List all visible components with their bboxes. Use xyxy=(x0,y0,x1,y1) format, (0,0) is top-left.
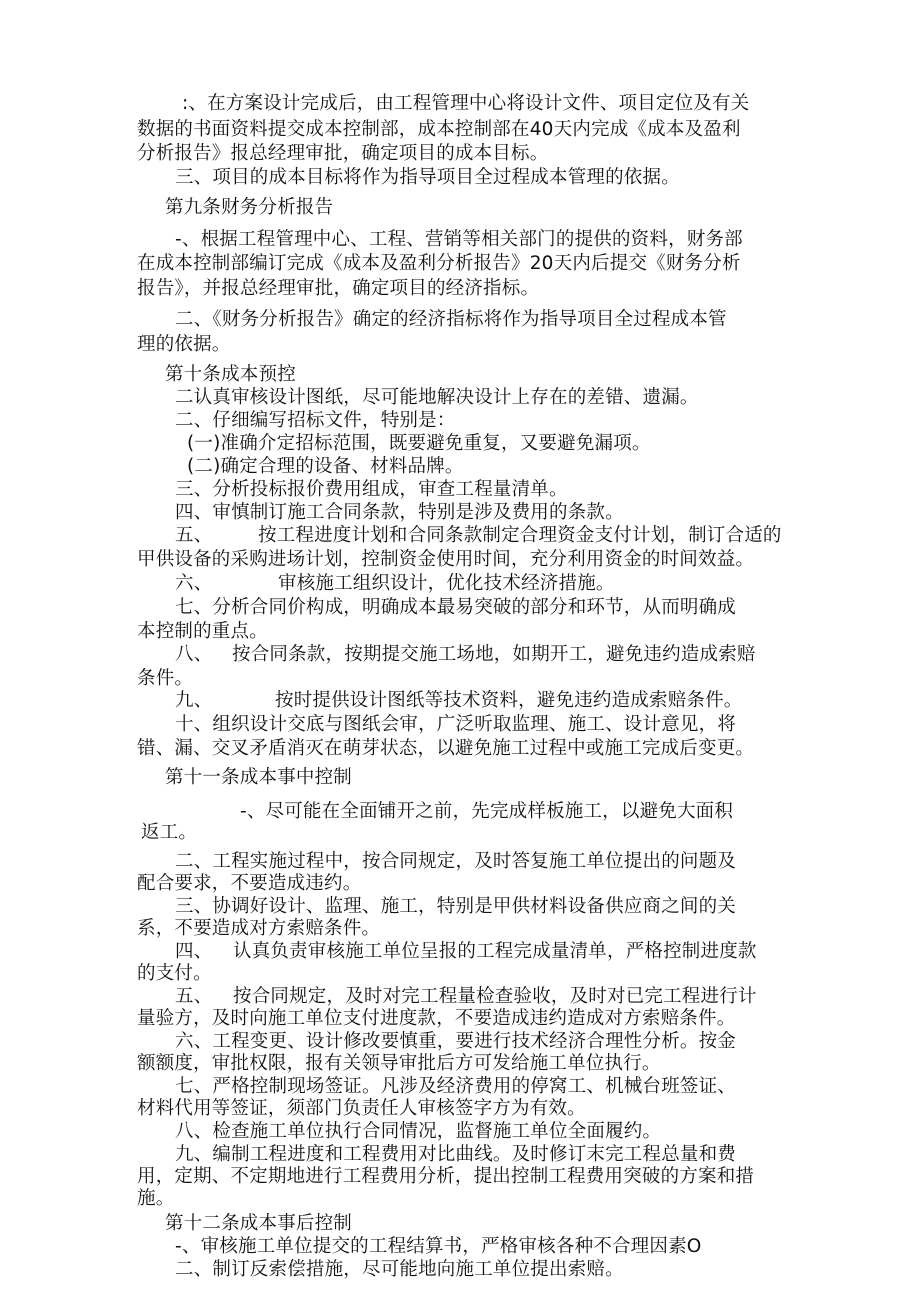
text-line: 四、审慎制订施工合同条款，特别是涉及费用的条款。 xyxy=(175,502,624,523)
text-line: 材料代用等签证，须部门负责任人审核签字方为有效。 xyxy=(137,1098,586,1119)
item-number: 九、 xyxy=(175,690,213,711)
section-heading-article-12: 第十二条成本事后控制 xyxy=(165,1213,353,1234)
item-number: 八、 xyxy=(175,644,213,665)
text-line: 配合要求，不要造成违约。 xyxy=(137,873,362,894)
text-line: 三、分析投标报价费用组成，审查工程量清单。 xyxy=(175,479,568,500)
text-line: 按合同规定，及时对完工程量检查验收，及时对已完工程进行计 xyxy=(233,986,757,1007)
text-line: 九、编制工程进度和工程费用对比曲线。及时修订末完工程总量和费 xyxy=(175,1144,737,1165)
text-line: 甲供设备的采购进场计划，控制资金使用时间，充分利用资金的时间效益。 xyxy=(137,549,755,570)
text-line: 用，定期、不定期地进行工程费用分析，提出控制工程费用突破的方案和措 xyxy=(137,1166,755,1187)
text-line: -、尽可能在全面铺开之前，先完成样板施工，以避免大面积 xyxy=(240,801,734,822)
text-line: 错、漏、交叉矛盾消灭在萌芽状态，以避免施工过程中或施工完成后变更。 xyxy=(137,738,755,759)
item-number: 五、 xyxy=(175,986,213,1007)
text-line: 本控制的重点。 xyxy=(137,621,268,642)
text-line: 施。 xyxy=(137,1188,175,1209)
text-line: 七、分析合同价构成，明确成本最易突破的部分和环节，从而明确成 xyxy=(175,597,737,618)
text-line: 在成本控制部编订完成《成本及盈利分析报告》20天内后提交《财务分析 xyxy=(137,253,741,274)
text-line: 返工。 xyxy=(141,822,198,843)
text-line: (二)确定合理的设备、材料品牌。 xyxy=(187,456,464,477)
item-number: 五、 xyxy=(175,525,213,546)
text-line: (一)准确介定招标范围，既要避免重复，又要避免漏项。 xyxy=(187,433,651,454)
text-line: 十、组织设计交底与图纸会审，广泛听取监理、施工、设计意见，将 xyxy=(175,714,737,735)
text-line: 分析报告》报总经理审批，确定项目的成本目标。 xyxy=(137,143,549,164)
text-line: 二、仔细编写招标文件，特别是： xyxy=(175,410,456,431)
text-line: 按时提供设计图纸等技术资料，避免违约造成索赔条件。 xyxy=(275,690,743,711)
text-line: 认真负责审核施工单位呈报的工程完成量清单，严格控制进度款 xyxy=(233,941,757,962)
text-line: 系，不要造成对方索赔条件。 xyxy=(137,918,381,939)
text-line: 报告》，并报总经理审批，确定项目的经济指标。 xyxy=(137,278,540,299)
text-line: 数据的书面资料提交成本控制部，成本控制部在40天内完成《成本及盈利 xyxy=(137,119,741,140)
text-line: 理的依据。 xyxy=(137,334,231,355)
item-number: 四、 xyxy=(175,941,213,962)
item-number: 六、 xyxy=(175,573,213,594)
text-line: 审核施工组织设计，优化技术经济措施。 xyxy=(278,573,615,594)
text-line: 二认真审核设计图纸，尽可能地解决设计上存在的差错、遗漏。 xyxy=(175,387,699,408)
text-line: -、根据工程管理中心、工程、营销等相关部门的提供的资料，财务部 xyxy=(175,229,743,250)
text-line: 条件。 xyxy=(137,668,194,689)
text-line: -、审核施工单位提交的工程结算书，严格审核各种不合理因素O xyxy=(175,1236,702,1257)
text-line: 按合同条款，按期提交施工场地，如期开工，避免违约造成索赔 xyxy=(232,644,756,665)
text-line: 六、工程变更、设计修改要慎重，要进行技术经济合理性分析。按金 xyxy=(175,1031,737,1052)
text-line: 三、协调好设计、监理、施工，特别是甲供材料设备供应商之间的关 xyxy=(175,896,737,917)
section-heading-article-10: 第十条成本预控 xyxy=(165,364,296,385)
section-heading-article-11: 第十一条成本事中控制 xyxy=(165,767,353,788)
text-line: 二、工程实施过程中，按合同规定，及时答复施工单位提出的问题及 xyxy=(175,851,737,872)
text-line: 的支付。 xyxy=(137,963,212,984)
text-line: 二、《财务分析报告》确定的经济指标将作为指导项目全过程成本管 xyxy=(175,309,727,330)
text-line: 额额度，审批权限，报有关领导审批后方可发给施工单位执行。 xyxy=(137,1053,661,1074)
text-line: 三、项目的成本目标将作为指导项目全过程成本管理的依据。 xyxy=(175,167,680,188)
text-line: 二、制订反索偿措施，尽可能地向施工单位提出索赔。 xyxy=(175,1259,624,1280)
section-heading-article-9: 第九条财务分析报告 xyxy=(165,197,334,218)
text-line: 量验方，及时向施工单位支付进度款，不要造成违约造成对方索赔条件。 xyxy=(137,1008,736,1029)
text-line: 八、检查施工单位执行合同情况，监督施工单位全面履约。 xyxy=(175,1121,662,1142)
text-line: 按工程进度计划和合同条款制定合理资金支付计划，制订合适的 xyxy=(258,525,782,546)
text-line: :、在方案设计完成后，由工程管理中心将设计文件、项目定位及有关 xyxy=(182,93,750,114)
text-line: 七、严格控制现场签证。凡涉及经济费用的停窝工、机械台班签证、 xyxy=(175,1076,737,1097)
